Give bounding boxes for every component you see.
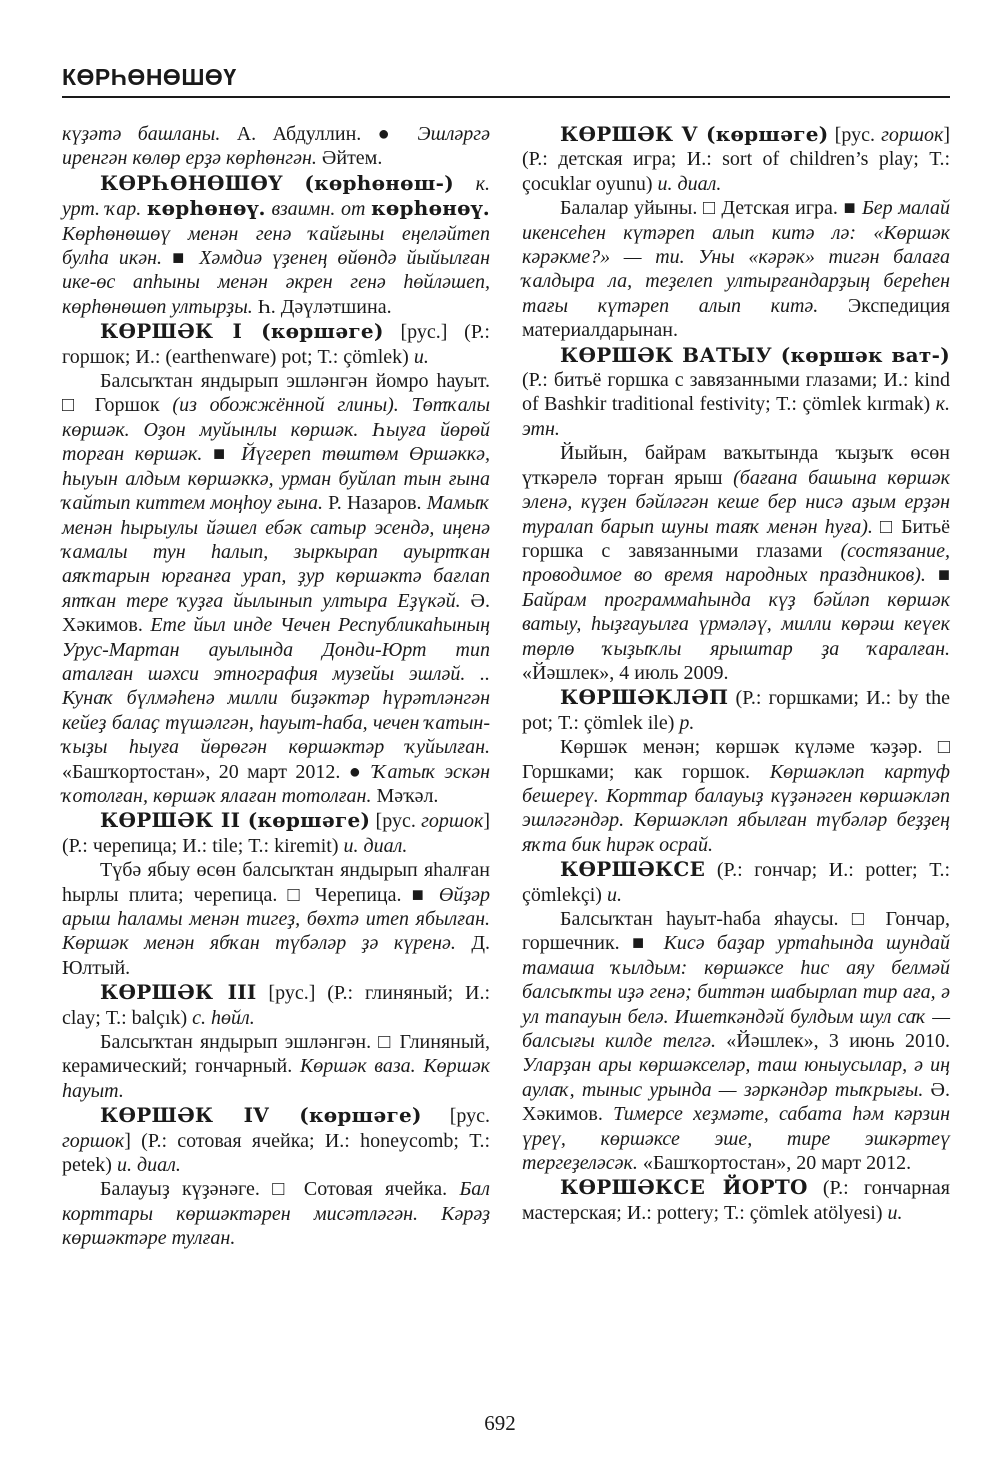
text-run: «Йәшлек», 4 июль 2009. xyxy=(522,661,729,684)
left-column xyxy=(62,122,490,1251)
text-run: Йыйын, байрам ваҡытында ҡыҙыҡ өсөн үткәрелә торған ярыш xyxy=(522,442,950,489)
text-run: Мәҡәл. xyxy=(371,784,439,807)
text-run: (Р.: горшками; И.: by the pot; Т.: çömlek ile) xyxy=(522,687,950,734)
text-run xyxy=(283,173,305,195)
text-run: Түбә ябыу өсөн балсыҡтан яндырып яһалған һырлы плита; черепица. □ Черепица. ■ xyxy=(62,859,490,906)
text-run: А. Абдуллин. xyxy=(220,123,378,145)
italic-text: и. диал. xyxy=(343,834,408,857)
italic-text: Кисә баҙар уртаһында шундай тамаша ҡылдым: көршәксе һис аяу белмәй балсыҡты иҙә генә; биттән шабырлап тир аға, ә ул тапауын белә. Ишеткәндәй булдым шул саҡ — балсығы килде телгә. xyxy=(522,932,950,1053)
right-column xyxy=(522,122,950,1225)
entry-headword-line xyxy=(62,171,490,319)
italic-text: Бер малай икенсеһен күтәреп алып китә лә: «Көршәк кәрәкме?» — ти. Уны «кәрәк» тигән балаға ҡалдыра ла, теҙелеп ултырғандарҙың береһен тағы күтәреп алып китә. xyxy=(522,197,950,317)
running-head: КӨРҺӨНӨШӨҮ xyxy=(62,64,237,90)
entry-paragraph xyxy=(62,122,490,171)
italic-text: (бағана башына көршәк эленә, күҙен бәйләгән кеше бер нисә аҙым ерҙән туралап барып шуны таяҡ менән һуға). xyxy=(522,466,950,538)
text-run: [рус.] (Р.: глиняный; И.: clay; Т.: balçık) xyxy=(62,982,490,1029)
headword: КӨРШӘКЛӘП xyxy=(560,685,729,710)
italic-text: Бал корттары көршәктәрен мисәтләгән. Кәрәҙ көршәктәре тулған. xyxy=(62,1178,490,1250)
italic-text: Уларҙан ары көршәкселәр, таш юныусылар, ә иң аулаҡ, тыныс урында — зәркәндәр тыҡрығы. xyxy=(522,1054,950,1101)
italic-text: Эшләргә иренгән көлөр ерҙә көрһөнгән. xyxy=(62,123,490,170)
italic-text: р. xyxy=(679,711,695,734)
entry-paragraph xyxy=(522,196,950,342)
text-run: «Башҡортостан», 20 март 2012. xyxy=(62,760,349,783)
text-run: Ә. Хәкимов. xyxy=(62,589,490,637)
headword: КӨРШӘК V (көршәге) xyxy=(560,122,829,146)
headword: КӨРШӘК II (көршәге) xyxy=(100,808,371,833)
entry-paragraph xyxy=(522,735,950,857)
entry-paragraph xyxy=(62,1030,490,1103)
italic-text: и. диал. xyxy=(116,1154,181,1177)
text-run: [рус. xyxy=(828,124,882,146)
headword: КӨРШӘК I (көршәге) xyxy=(100,319,384,344)
italic-text: Көршәкләп картуф бешереү. Корттар балауыҙ күҙәнәген көршәкләп эшләгәндәр. Көршәкләп ябылған түбәләр беҙҙең яҡта бик һирәк осрай. xyxy=(522,760,950,856)
italic-text: горшок xyxy=(421,810,484,833)
text-run: ] (Р.: детская игра; И.: sort of children’s play; Т.: çocuklar oyunu) xyxy=(522,124,950,195)
headword: КӨРШӘК III xyxy=(100,980,257,1005)
entry-headword-line xyxy=(522,685,950,735)
italic-text: Ете йыл инде Чечен Республикаһының Урус-Мартан ауылында Донди-Юрт тип аталған шәхси этнография музейы эшләй. .. Кунаҡ бүлмәһенә милли биҙәктәр һүрәтләнгән кейеҙ балаҫ түшәлгән, һауыт-һаба, чечен ҡатын-ҡыҙы һыуға йөрөгән көршәктәр ҡуйылған. xyxy=(62,614,490,759)
text-run: □ Битьё горшка с завязанными глазами xyxy=(522,515,950,562)
text-run: Экспедиция материалдарынан. xyxy=(522,294,951,342)
text-run: ■ xyxy=(202,443,242,466)
text-run: ■ xyxy=(925,564,950,587)
entry-headword-line xyxy=(62,808,490,858)
entry-headword-line xyxy=(522,1175,950,1225)
italic-text: и. xyxy=(606,883,622,906)
italic-text: күҙәтә башланы. xyxy=(62,123,221,145)
text-run: ● xyxy=(348,760,373,783)
headword: КӨРШӘК ВАТЫУ (көршәк ват-) xyxy=(560,342,950,367)
italic-text: горшок xyxy=(881,124,944,146)
italic-text: Мамыҡ менән һырыулы йәшел ебәк сатыр эсендә, иңенә ҡамалы тун һалып, зыркырап ауыртҡан аяҡтарын юрғанға урап, ҙур көршәктә бағлап ятҡан тере ҡуҙға йылынып ултыра Еҙүкәй. xyxy=(62,492,490,612)
text-run xyxy=(454,173,476,195)
entry-paragraph xyxy=(62,858,490,980)
italic-text: (из обожжённой глины). Төтҡалы көршәк. Оҙон муйынлы көршәк. Һыуға йөрөй торған көршәк. xyxy=(62,394,490,466)
entry-headword-line xyxy=(522,122,950,196)
text-run: Балсыҡтан һауыт-һаба яһаусы. □ Гончар, горшечник. ■ xyxy=(522,908,950,955)
italic-text: Тимерсе хеҙмәте, сабата һәм кәрзин үреү, көршәксе эше, тире эшкәртеү тергеҙеләсәк. xyxy=(522,1103,950,1175)
italic-text: с. һөйл. xyxy=(192,1006,255,1029)
text-run: [рус. xyxy=(421,1105,490,1128)
text-run: ● xyxy=(377,123,418,145)
text-run: Р. Назаров. xyxy=(322,492,427,515)
italic-text: Өйҙәр арыш һаламы менән тигеҙ, бөхтә итеп ябылған. Көршәк менән ябҡан түбәләр ҙә күренә. xyxy=(62,883,490,955)
entry-paragraph xyxy=(62,1177,490,1250)
text-run: Балалар уйыны. □ Детская игра. ■ xyxy=(560,197,862,220)
italic-text: (состязание, проводимое во время народных праздников). xyxy=(522,539,950,587)
header-rule xyxy=(62,96,950,98)
entry-headword-line xyxy=(62,980,490,1030)
text-run: Балсыҡтан яндырып эшләнгән йомро һауыт. □ Горшок xyxy=(62,370,490,417)
page-number: 692 xyxy=(484,1411,516,1435)
headword: КӨРҺӨНӨШӨҮ xyxy=(100,170,283,195)
text-run: Һ. Дәүләтшина. xyxy=(252,295,392,318)
headword: КӨРШӘК IV (көршәге) xyxy=(100,1103,422,1128)
italic-text: Ҡатыҡ эскән ҡотолған, көршәк ялаған тотолған. xyxy=(62,760,490,807)
italic-text: Хәмдиә үҙенең өйөндә йыйылған ике-өс апһыны менән әкрен генә һөйләшеп, көрһөнөшөп ултырҙы. xyxy=(62,247,491,318)
headword: КӨРШӘКСЕ ЙОРТО xyxy=(560,1175,808,1200)
text-run: Д. Юлтый. xyxy=(62,932,490,979)
entry-paragraph xyxy=(522,441,950,685)
entry-paragraph xyxy=(522,907,950,1175)
italic-text: и. диал. xyxy=(657,172,722,195)
entry-headword-line xyxy=(62,1103,490,1177)
text-run: [рус.] (Р.: горшок; И.: (earthenware) pot; Т.: çömlek) xyxy=(62,321,490,368)
text-run: Балауыҙ күҙәнәге. □ Сотовая ячейка. xyxy=(100,1178,460,1201)
text-run: Көршәк менән; көршәк күләме ҡәҙәр. □ Горшками; как горшок. xyxy=(522,736,950,783)
entry-headword-line xyxy=(62,319,490,369)
italic-text: и. xyxy=(887,1201,903,1224)
italic-text: взаимн. от xyxy=(271,198,366,221)
italic-text: и. xyxy=(413,345,429,368)
entry-headword-line xyxy=(522,857,950,907)
text-run: ■ xyxy=(162,247,200,270)
text-run: ] (Р.: сотовая ячейка; И.: honeycomb; Т.: petek) xyxy=(62,1129,490,1177)
text-run: (Р.: гончар; И.: potter; Т.: çömlekçi) xyxy=(522,859,950,906)
italic-text: к. этн. xyxy=(522,393,950,440)
headword: КӨРШӘКСЕ xyxy=(560,857,706,882)
text-run: Әйтем. xyxy=(316,147,383,170)
text-run: «Йәшлек», 3 июнь 2010. xyxy=(715,1030,950,1053)
italic-text: Йүгереп төштөм Өршәккә, һыуын алдым көршәккә, урман буйлап тын ғына ҡайтып киттем моңһоу ғына. xyxy=(62,443,490,515)
italic-text: Көршәк ваза. Көршәк һауыт. xyxy=(62,1055,490,1102)
headword: (көрһөнөш-) xyxy=(304,170,454,195)
italic-text: горшок xyxy=(62,1129,125,1152)
entry-headword-line xyxy=(522,343,950,442)
text-run: «Башҡортостан», 20 март 2012. xyxy=(637,1152,912,1175)
text-run: ] (Р.: черепица; И.: tile; Т.: kiremit) xyxy=(62,810,490,857)
italic-text: к. урт. ҡар. xyxy=(62,172,490,221)
italic-text: Көрһөнөшөү менән генә ҡайғыны еңеләйтеп булһа икән. xyxy=(62,222,490,270)
headword: көрһөнөү. xyxy=(146,196,266,221)
italic-text: Байрам программаһында күҙ бәйләп көршәк ватыу, һыҙғауылға үрмәләү, милли көрәш кеүек төрлө ҡыҙыҡлы ярыштар ҙа ҡаралған. xyxy=(522,588,950,660)
headword: көрһөнөү. xyxy=(371,196,490,221)
text-run: (Р.: битьё горшка с завязанными глазами; И.: kind of Bashkir traditional festivity; Т.: çömlek kırmak) xyxy=(522,369,950,416)
text-run: Балсыҡтан яндырып эшләнгән. □ Глиняный, керамический; гончарный. xyxy=(62,1031,490,1078)
entry-paragraph xyxy=(62,369,490,808)
text-run: Ә. Хәкимов. xyxy=(522,1078,951,1126)
text-run: [рус. xyxy=(370,810,422,833)
text-run: (Р.: гончарная мастерская; И.: pottery; Т.: çömlek atölyesi) xyxy=(522,1177,950,1224)
